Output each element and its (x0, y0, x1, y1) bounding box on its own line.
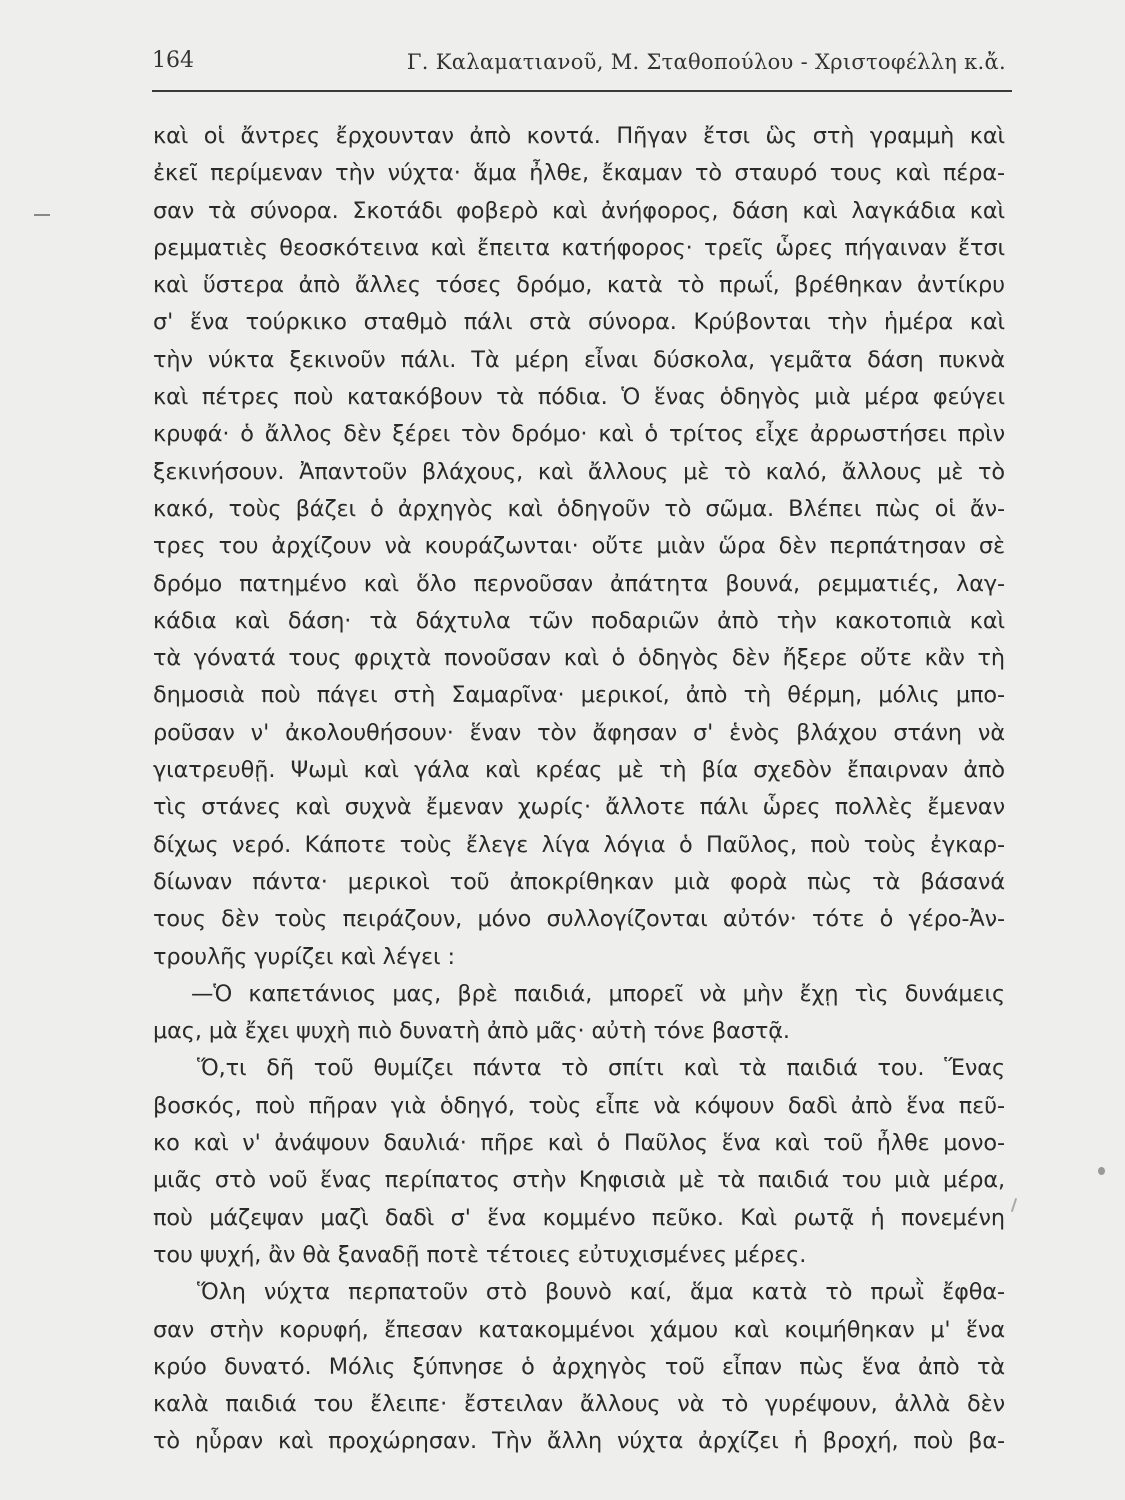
text-line: δημοσιὰ ποὺ πάγει στὴ Σαμαρῖνα· μερικοί, ἀπὸ τὴ θέρμη, μόλις μπο- (153, 682, 1005, 709)
text-line: κρυφά· ὁ ἄλλος δὲν ξέρει τὸν δρόμο· καὶ ὁ τρίτος εἶχε ἀρρωστήσει πρὶν (153, 421, 1005, 448)
text-line: τὶς στάνες καὶ συχνὰ ἔμεναν χωρίς· ἄλλοτε πάλι ὧρες πολλὲς ἔμεναν (153, 794, 1005, 821)
text-line: κάδια καὶ δάση· τὰ δάχτυλα τῶν ποδαριῶν ἀπὸ τὴν κακοτοπιὰ καὶ (153, 607, 1005, 634)
text-line: καὶ οἱ ἄντρες ἔρχουνταν ἀπὸ κοντά. Πῆγαν ἔτσι ὣς στὴ γραμμὴ καὶ (153, 123, 1005, 149)
text-line: σ' ἕνα τούρκικο σταθμὸ πάλι στὰ σύνορα. Κρύβονται τὴν ἡμέρα καὶ (153, 309, 1005, 336)
text-line: καλὰ παιδιά του ἔλειπε· ἔστειλαν ἄλλους νὰ τὸ γυρέψουν, ἀλλὰ δὲν (153, 1391, 1005, 1418)
text-line: κο καὶ ν' ἀνάψουν δαυλιά· πῆρε καὶ ὁ Παῦλος ἕνα καὶ τοῦ ἦλθε μονο- (153, 1130, 1005, 1157)
text-line: τρες του ἀρχίζουν νὰ κουράζωνται· οὔτε μιὰν ὥρα δὲν περπάτησαν σὲ (153, 533, 1005, 560)
text-line: γιατρευθῇ. Ψωμὶ καὶ γάλα καὶ κρέας μὲ τὴ βία σχεδὸν ἔπαιρναν ἀπὸ (153, 757, 1005, 784)
margin-mark (34, 214, 50, 216)
text-line: ξεκινήσουν. Ἀπαντοῦν βλάχους, καὶ ἄλλους μὲ τὸ καλό, ἄλλους μὲ τὸ (153, 458, 1005, 485)
text-line: κακό, τοὺς βάζει ὁ ἀρχηγὸς καὶ ὁδηγοῦν τὸ σῶμα. Βλέπει πὼς οἱ ἄν- (153, 495, 1005, 522)
text-line: ἐκεῖ περίμεναν τὴν νύχτα· ἅμα ἦλθε, ἔκαμαν τὸ σταυρό τους καὶ πέρα- (153, 160, 1005, 187)
text-line: καὶ ὕστερα ἀπὸ ἄλλες τόσες δρόμο, κατὰ τὸ πρωΐ, βρέθηκαν ἀντίκρυ (153, 272, 1005, 299)
text-line: καὶ πέτρες ποὺ κατακόβουν τὰ πόδια. Ὁ ἕνας ὁδηγὸς μιὰ μέρα φεύγει (153, 384, 1005, 411)
page-number: 164 (152, 48, 194, 73)
page-header (152, 46, 1012, 92)
text-line: κρύο δυνατό. Μόλις ξύπνησε ὁ ἀρχηγὸς τοῦ εἶπαν πὼς ἕνα ἀπὸ τὰ (153, 1353, 1005, 1380)
text-line: δρόμο πατημένο καὶ ὅλο περνοῦσαν ἀπάτητα βουνά, ρεμματιές, λαγ- (153, 570, 1005, 597)
text-line: μας, μὰ ἔχει ψυχὴ πιὸ δυνατὴ ἀπὸ μᾶς· αὐτὴ τόνε βαστᾷ. (153, 1018, 790, 1045)
text-line: ποὺ μάζεψαν μαζὶ δαδὶ σ' ἕνα κομμένο πεῦκο. Καὶ ρωτᾷ ἡ πονεμένη (153, 1204, 1005, 1231)
text-line: βοσκός, ποὺ πῆραν γιὰ ὁδηγό, τοὺς εἶπε νὰ κόψουν δαδὶ ἀπὸ ἕνα πεῦ- (153, 1092, 1005, 1119)
text-line: δίωναν πάντα· μερικοὶ τοῦ ἀποκρίθηκαν μιὰ φορὰ πὼς τὰ βάσανά (153, 868, 1005, 895)
text-line: σαν στὴν κορυφή, ἔπεσαν κατακομμένοι χάμου καὶ κοιμήθηκαν μ' ἕνα (153, 1316, 1005, 1343)
scan-speck (1098, 1167, 1105, 1175)
text-line: τὸ ηὗραν καὶ προχώρησαν. Τὴν ἄλλη νύχτα ἀρχίζει ἡ βροχή, ποὺ βα- (153, 1428, 1005, 1455)
dialogue-line: —Ὁ καπετάνιος μας, βρὲ παιδιά, μπορεῖ νὰ μὴν ἔχῃ τὶς δυνάμεις (191, 980, 1005, 1007)
text-line: τὰ γόνατά τους φριχτὰ πονοῦσαν καὶ ὁ ὁδηγὸς δὲν ἤξερε οὔτε κἂν τὴ (153, 645, 1005, 672)
text-line: τὴν νύκτα ξεκινοῦν πάλι. Τὰ μέρη εἶναι δύσκολα, γεμᾶτα δάση πυκνὰ (153, 346, 1005, 373)
running-head: Γ. Καλαματιανοῦ, Μ. Σταθοπούλου - Χριστοφέλλη κ.ἄ. (406, 50, 1006, 74)
text-line: τους δὲν τοὺς πειράζουν, μόνο συλλογίζονται αὐτόν· τότε ὁ γέρο-Ἀν- (153, 906, 1005, 933)
text-line: του ψυχή, ἂν θὰ ξαναδῇ ποτὲ τέτοιες εὐτυχισμένες μέρες. (153, 1241, 807, 1268)
paragraph-start-line: Ὅλη νύχτα περπατοῦν στὸ βουνὸ καί, ἅμα κατὰ τὸ πρωῒ ἔφθα- (197, 1279, 1005, 1306)
body-text (153, 118, 1005, 1461)
text-line: σαν τὰ σύνορα. Σκοτάδι φοβερὸ καὶ ἀνήφορος, δάση καὶ λαγκάδια καὶ (153, 197, 1005, 224)
scan-mark (1011, 1198, 1017, 1212)
paragraph-start-line: Ὅ,τι δῆ τοῦ θυμίζει πάντα τὸ σπίτι καὶ τὰ παιδιά του. Ἕνας (197, 1055, 1005, 1082)
text-line: μιᾶς στὸ νοῦ ἕνας περίπατος στὴν Κηφισιὰ μὲ τὰ παιδιά του μιὰ μέρα, (153, 1167, 1005, 1194)
text-line: ροῦσαν ν' ἀκολουθήσουν· ἕναν τὸν ἄφησαν σ' ἑνὸς βλάχου στάνη νὰ (153, 719, 1005, 746)
text-line: ρεμματιὲς θεοσκότεινα καὶ ἔπειτα κατήφορος· τρεῖς ὧρες πήγαιναν ἔτσι (153, 234, 1005, 261)
text-line: δίχως νερό. Κάποτε τοὺς ἔλεγε λίγα λόγια ὁ Παῦλος, ποὺ τοὺς ἐγκαρ- (153, 831, 1005, 858)
text-line: τρουλῆς γυρίζει καὶ λέγει : (153, 943, 455, 970)
